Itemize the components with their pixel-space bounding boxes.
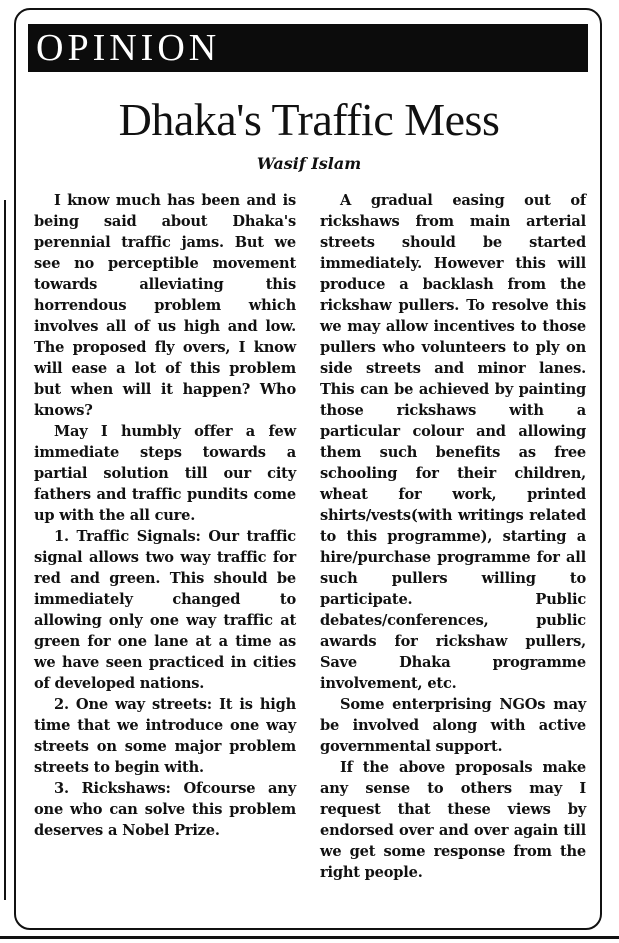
point-heading: 3. Rickshaws: [54, 780, 171, 797]
article-headline: Dhaka's Traffic Mess [118, 94, 500, 145]
point-heading: 1. Traffic Signals: [54, 528, 201, 545]
paragraph: A gradual easing out of rickshaws from main arterial streets should be started immediately. However this will produce a backlash from the rickshaw pullers. To resolve this we may allow incentives to those pullers who volunteers to ply on side streets and minor lanes. This can be achieved by painting those rickshaws with a particular colour and allowing them such benefits as free schooling for their children, wheat for work, printed shirts/vests(with writings related to this programme), starting a hire/purchase programme for all such pullers willing to participate. Public debates/conferences, public awards for rickshaw pullers, Save Dhaka programme involvement, etc. [320, 192, 586, 692]
paragraph: I know much has been and is being said about Dhaka's perennial traffic jams. But we see no perceptible movement towards alleviating this horrendous problem which involves all of us high and low. The proposed fly overs, I know will ease a lot of this problem but when will it happen? Who knows? [34, 192, 296, 419]
paragraph: May I humbly offer a few immediate steps towards a partial solution till our city fathers and traffic pundits come up with the all cure. [34, 423, 296, 524]
point-text: It is high time that we introduce one way streets on some major problem streets to begin with. [34, 696, 296, 776]
article-right-column [320, 190, 586, 883]
point-paragraph [34, 526, 296, 694]
point-heading: 2. One way streets: [54, 696, 212, 713]
point-paragraph [34, 778, 296, 841]
page-bottom-rule [0, 936, 619, 939]
article-byline: Wasif Islam [256, 154, 362, 173]
point-text: Our traffic signal allows two way traffic for red and green. This should be immediately changed to allowing only one way traffic at green for one lane at a time as we have seen practiced in cities of developed nations. [34, 528, 296, 692]
paragraph: Some enterprising NGOs may be involved along with active governmental support. [320, 696, 586, 755]
point-paragraph [34, 694, 296, 778]
column-rule [4, 200, 6, 900]
paragraph: If the above proposals make any sense to others may I request that these views by endorsed over and over again till we get some response from the right people. [320, 759, 586, 881]
point-text: Ofcourse any one who can solve this problem deserves a Nobel Prize. [34, 780, 296, 839]
article-left-column [34, 190, 296, 841]
section-banner: OPINION [28, 24, 588, 72]
